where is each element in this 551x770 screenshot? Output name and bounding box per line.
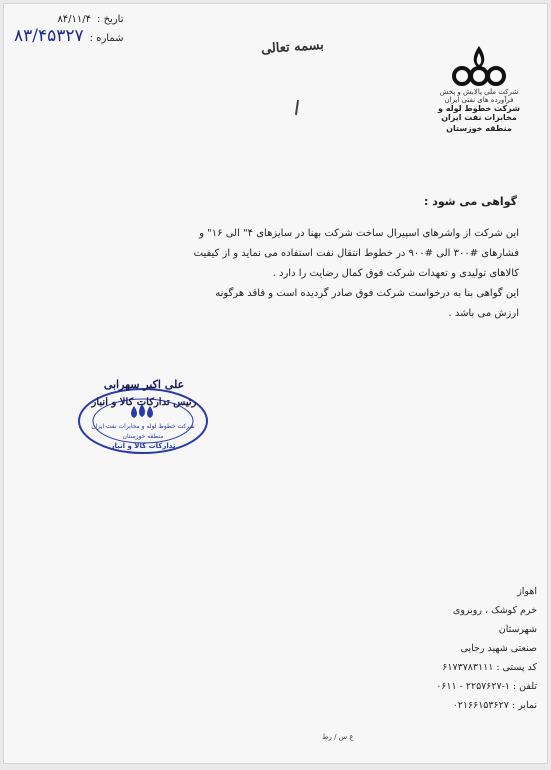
body-line-5: ارزش می باشد . bbox=[448, 308, 519, 319]
letter-meta bbox=[14, 12, 123, 47]
body-line-1: این شرکت از واشرهای اسپیرال ساخت شرکت بهنا در سایزهای ۴" الی ۱۶" و bbox=[199, 228, 519, 239]
address-street: خرم کوشک ، روبروی شهرستان bbox=[452, 605, 537, 635]
date-value: ۸۴/۱۱/۴ bbox=[57, 14, 92, 25]
certificate-heading: گواهی می شود : bbox=[423, 195, 517, 208]
logo-region: منطقه خوزستان bbox=[446, 124, 512, 133]
number-row bbox=[14, 28, 123, 47]
oil-flame-emblem-icon bbox=[450, 44, 508, 86]
body-line-2: فشارهای #۳۰۰ الی #۹۰۰ در خطوط انتقال نفت استفاده می نماید و از کیفیت bbox=[193, 248, 519, 259]
signer-title: رئیس تدارکات کالا و انبار bbox=[91, 397, 197, 408]
certificate-body bbox=[29, 224, 519, 324]
signer-name: علی اکبر سهرابی bbox=[103, 378, 185, 391]
pen-tick-mark bbox=[295, 100, 299, 115]
number-label: شماره : bbox=[89, 33, 124, 44]
reference-initials: ع س / رط bbox=[322, 733, 354, 741]
signature-block bbox=[74, 378, 214, 408]
address-city: اهواز bbox=[517, 586, 537, 597]
stamp-outer-text: شرکت خطوط لوله و مخابرات نفت ایران bbox=[91, 423, 195, 430]
address-fax: نمابر : ۰۲۱۶۶۱۵۳۶۲۷ bbox=[452, 700, 537, 711]
logo-line-1: شرکت ملی پالایش و پخش فرآورده های نفتی ایران bbox=[439, 88, 519, 104]
body-line-4: این گواهی بنا به درخواست شرکت فوق صادر گردیده است و فاقد هرگونه bbox=[215, 288, 519, 299]
company-logo bbox=[429, 44, 529, 133]
letter-number: ۸۳/۴۵۳۲۷ bbox=[14, 26, 84, 46]
basmala: بسمه تعالی bbox=[260, 37, 325, 58]
logo-line-2: شرکت خطوط لوله و مخابرات نفت ایران bbox=[437, 104, 521, 122]
body-line-3: کالاهای تولیدی و تعهدات شرکت فوق کمال رضایت را دارد . bbox=[272, 268, 519, 279]
stamp-department-text: تدارکات کالا و انبار bbox=[110, 442, 176, 450]
address-postal-code: کد پستی : ۶۱۷۳۷۸۳۱۱۱ bbox=[442, 662, 537, 673]
address-area: صنعتی شهید رجایی bbox=[460, 643, 537, 654]
date-label: تاریخ : bbox=[97, 14, 124, 25]
address-phone: تلفن : ۱-۲۲۵۷۶۲۷ - ۰۶۱۱ bbox=[436, 681, 537, 692]
letter-page bbox=[3, 3, 548, 764]
stamp-region-text: منطقه خوزستان bbox=[122, 433, 164, 440]
address-block bbox=[422, 582, 537, 715]
